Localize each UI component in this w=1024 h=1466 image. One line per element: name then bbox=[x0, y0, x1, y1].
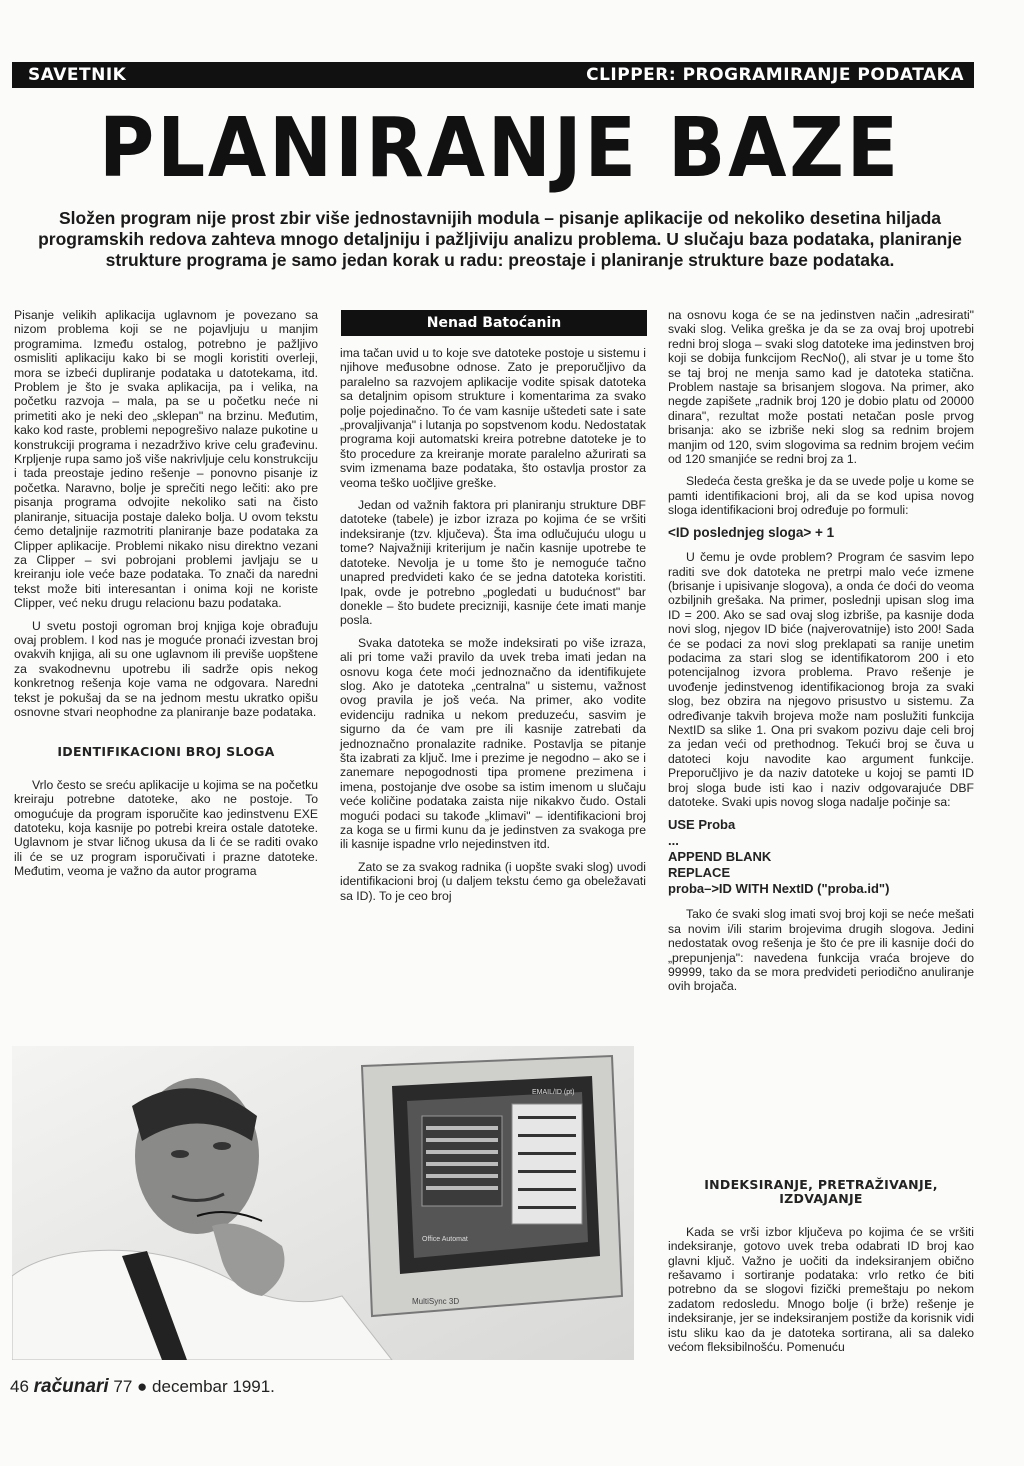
code-line: REPLACE bbox=[668, 865, 731, 881]
page-footer bbox=[10, 1376, 275, 1398]
paragraph: Zato se za svakog radnika (i uopšte svaki slog) uvodi identifikacioni broj (u daljem tekstu ćemo ga obeležavati sa ID). To je ceo broj bbox=[340, 859, 646, 903]
photo-illustration bbox=[12, 1046, 634, 1360]
subheading: INDEKSIRANJE, PRETRAŽIVANJE, IZDVAJANJE bbox=[704, 1177, 938, 1207]
section-band bbox=[12, 62, 974, 88]
code-line: ... bbox=[668, 833, 679, 849]
subheading: IDENTIFIKACIONI BROJ SLOGA bbox=[57, 744, 275, 760]
screen-caption: Office Automat bbox=[422, 1236, 468, 1243]
code-block bbox=[668, 817, 974, 897]
article-lead: Složen program nije prost zbir više jednostavnijih modula – pisanje aplikacije od nekoliko desetina hiljada programskih redova zahteva mnogo detaljniju i pažljiviju analizu problema. U slučaju baza podataka, planiranje strukture programa je samo jedan korak u radu: preostaje i planiranje strukture baze podataka. bbox=[38, 208, 962, 270]
code-line: proba–>ID WITH NextID ("proba.id") bbox=[668, 881, 890, 897]
paragraph: Pisanje velikih aplikacija uglavnom je povezano sa nizom problema koji se ne pojavljuju u manjim programima. Između ostalog, potrebno je pažljivo osmisliti aplikaciju kako bi se mogli koristiti overleji, mora se izbeći dupliranje podataka u datotekama, itd. Problem je što je svaka aplikacija, pa i velika, na početku razvoja – mala, pa se u početku neće ni primetiti ako je neki deo „sklepan" na brzinu. Međutim, kako kod raste, problemi nepogrešivo nalaze pukotine u konstrukciji programa i nezadrživo krive celu građevinu. Krpljenje rupa samo još više nakrivljuje celu konstrukciju i tada preostaje jedino rešenje – ponovno pisanje iz početka. Naravno, bolje je sprečiti nego lečiti: ako pre pisanja programa odvojite nekoliko sati na čisto planiranje, situacija postaje daleko bolja. U ovom tekstu ćemo detaljnije razmotriti planiranje baze podataka za Clipper aplikacije. Problemi nikako nisu direktno vezani za Clipper – svi pobrojani problemi javljaju se u kreiranju iole veće baze podataka. To znači da naredni tekst može biti interesantan i onima koji ne koriste Clipper, već neku drugu relacionu bazu podataka. bbox=[14, 308, 318, 611]
paragraph: Jedan od važnih faktora pri planiranju strukture DBF datoteke (tabele) je izbor izraza po kojima će se vršiti indeksiranje (tzv. ključeva). Šta ima odlučujuću ulogu u tome? Najvažniji kriterijum je način kasnije upotrebe te datoteke. Nevolja je u tome što je nemoguće tačno unapred predvideti kako će se jedna datoteka koristiti. Ipak, ovde je potrebno „pogledati u budućnost" bar donekle – što budete precizniji, kasnije ćete imati manje posla. bbox=[340, 498, 646, 628]
column-3-lower bbox=[668, 1178, 974, 1362]
author-byline: Nenad Batoćanin bbox=[341, 310, 647, 336]
article-photo bbox=[12, 1046, 634, 1360]
paragraph: na osnovu koga će se na jedinstven način „adresirati" svaki slog. Velika greška je da se za ovaj broj upotrebi redni broj sloga – svaki slog datoteke ima jedinstven broj koji se dobija funkcijom RecNo(), ali stvar je u tome što se taj broj ne menja samo kad je datoteka statična. Problem nastaje sa brisanjem slogova. Na primer, ako negde zapišete „radnik broj 120 je dobio platu od 20000 dinara", rezultat može postati netačan posle prvog brisanja: ako se izbriše neki slog sa rednim brojem manjim od 120, svim slogovima sa rednim brojem većim od 120 smanjiće se redni broj za 1. bbox=[668, 308, 974, 467]
paragraph: Svaka datoteka se može indeksirati po više izraza, ali pri tome važi pravilo da uvek treba imati jedan na osnovu koga ćete moći jednoznačno da identifikujete slog. Ako je datoteka „centralna" u sistemu, važnost ovog pravila je još veća. Na primer, ako vodite evidenciju radnika u nekom preduzeću, sasvim je sigurno da će vam pre ili kasnije zatrebati da jednoznačno pronalazite radnike. Postavlja se pitanje šta izabrati za ključ. Ime i prezime je negodno – ako se i zanemare nepogodnosti tipa promene prezimena i imena, postojanje dve osobe sa istim imenom u slučaju veće količine podataka zaista nije nikakvo čudo. Ostali mogući podaci su takođe „klimavi" – identifikacioni broj za koga se u firmi kunu da je jedinstven za svakoga pre ili kasnije ispadne vrlo nejedinstven itd. bbox=[340, 635, 646, 852]
column-3 bbox=[668, 308, 974, 1002]
paragraph: Tako će svaki slog imati svoj broj koji se neće mešati sa novim i/ili starim brojevima drugih slogova. Jedini nedostatak ovog rešenja je što će pre ili kasnije doći do „prepunjenja": navedena funkcija vraća brojeve do 99999, tako da se mora predvideti periodično anuliranje ovih brojača. bbox=[668, 907, 974, 994]
issue-date: decembar 1991. bbox=[152, 1377, 275, 1396]
column-2 bbox=[340, 346, 646, 911]
column-1 bbox=[14, 308, 318, 887]
page-number: 46 bbox=[10, 1377, 29, 1396]
issue-number: 77 bbox=[113, 1377, 133, 1396]
topic-label: CLIPPER: PROGRAMIRANJE PODATAKA bbox=[586, 65, 964, 85]
paragraph: ima tačan uvid u to koje sve datoteke postoje u sistemu i njihove međusobne odnose. Zato je preporučljivo da paralelno sa razvojem aplikacije vodite spisak datoteka sa detaljnim opisom strukture i komentarima za svako polje pojedinačno. To će vam kasnije uštedeti sate i sate „provaljivanja" i lutanja po sopstvenom kodu. Nedostatak programa koji automatski kreira potrebne datoteke je to što procedure za kreiranje morate paralelno ažurirati sa svim izmenama baze podataka, što ostavlja prostor za veoma teško uočljive greške. bbox=[340, 346, 646, 490]
monitor-brand: MultiSync 3D bbox=[412, 1297, 460, 1306]
magazine-brand: računari bbox=[33, 1376, 109, 1397]
code-line: APPEND BLANK bbox=[668, 849, 772, 865]
formula: <ID poslednjeg sloga> + 1 bbox=[668, 524, 835, 540]
paragraph: Kada se vrši izbor ključeva po kojima će se vršiti indeksiranje, gotovo uvek treba odabrati ID broj kao glavni ključ. Važno je uočiti da indeksiranjem obično rešavamo i sortiranje podataka: vrlo retko će biti potrebno da se slogovi fizički premeštaju po nekom zadatom redosledu. Mnogo bolje (i brže) rešenje je indeksiranje, jer se indeksiranjem postiže da korisnik vidi istu sliku kao da je datoteka sortirana, ali sa daleko većom fleksibilnošću. Pomenuću bbox=[668, 1224, 974, 1355]
monitor bbox=[362, 1056, 622, 1316]
section-label: SAVETNIK bbox=[28, 65, 127, 85]
paragraph: Sledeća česta greška je da se uvede polje u kome se pamti identifikacioni broj, ali da se kod upisa novog sloga identifikacioni broj određuje po formuli: bbox=[668, 474, 974, 518]
bullet-icon: ● bbox=[137, 1377, 148, 1396]
article-title: PLANIRANJE BAZE bbox=[99, 101, 901, 196]
paragraph: U čemu je ovde problem? Program će sasvim lepo raditi sve dok datoteka ne pretrpi malo veće izmene (brisanje i upisivanje slogova), a onda će doći do veoma ozbiljnih grešaka. Na primer, poslednji upisan slog ima ID = 200. Ako se sad ovaj slog izbriše, pa kasnije doda novi slog, njegov ID biće (najverovatnije) isto 200! Sada će se podaci za novi slog preklapati sa ranije unetim podacima za stari slog se identifikatorom 200 i eto potencijalnog izvora problema. Pravo rešenje je uvođenje jedinstvenog identifikacionog broja za svaki slog, bez obzira na njegovo prisustvo u sistemu. Za određivanje takvih brojeva može nam poslužiti funkcija NextID sa slike 1. Ona pri svakom pozivu daje celi broj za jedan veći od prethodnog. Tekući broj se čuva u datoteci koju navodite kao argument funkcije. Preporučljivo je da naziv datoteke u kojoj se pamti ID broj sloga bude isti kao i naziv odgovarajuće DBF datoteke. Svaki upis novog sloga nadalje počinje sa: bbox=[668, 550, 974, 809]
paragraph: U svetu postoji ogroman broj knjiga koje obrađuju ovaj problem. I kod nas je moguće pronaći izvestan broj ovakvih knjiga, ali su one uglavnom ili previše uopštene za svakodnevnu upotrebu ili sadrže opis nekog konkretnog rešenja koje vama ne odgovara. Naredni tekst je pokušaj da se na jednom mestu ukratko opišu osnovne stvari neophodne za planiranje baze podataka. bbox=[14, 618, 318, 719]
screen-title: EMAIL/ID (pt) bbox=[532, 1089, 575, 1096]
paragraph: Vrlo često se sreću aplikacije u kojima se na početku kreiraju potrebne datoteke, ako ne postoje. To omogućuje da program isporučite kao jedinstvenu EXE datoteku, koja kasnije po potrebi kreira ostale datoteke. Uglavnom je stvar ličnog ukusa da li će se raditi ovako ili će se uz program isporučivati i prazne datoteke. Međutim, veoma je važno da autor programa bbox=[14, 777, 318, 879]
code-line: USE Proba bbox=[668, 817, 736, 833]
